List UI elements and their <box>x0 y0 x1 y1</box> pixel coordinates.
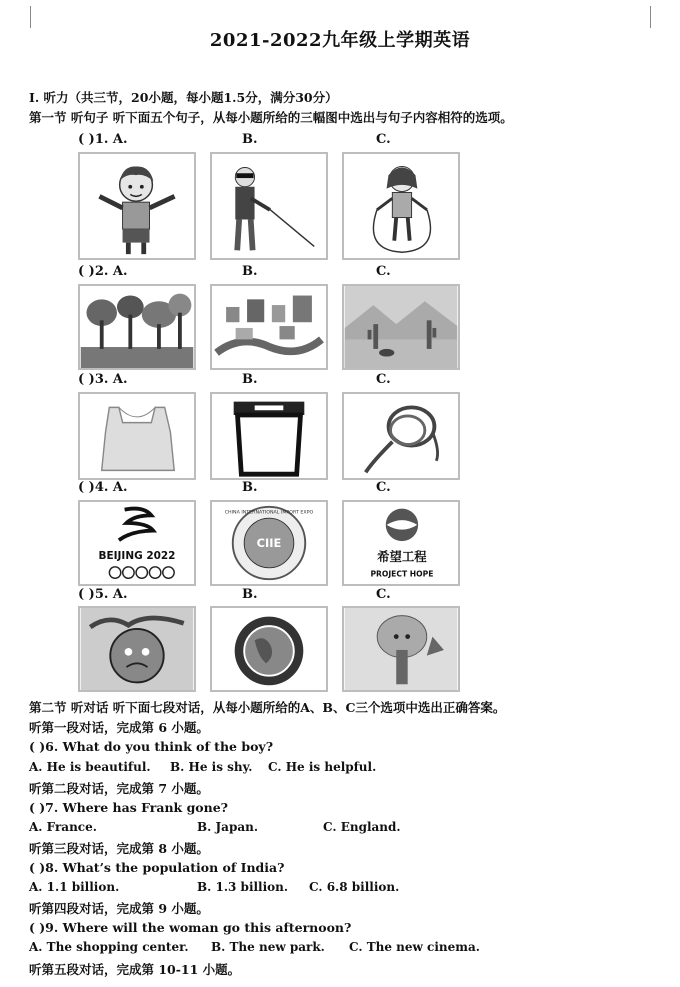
q1-picture-a-boy <box>78 152 196 260</box>
q3-picture-b-trash-bin <box>210 392 328 480</box>
part1-heading: Ⅰ. 听力（共三节，20小题，每小题1.5分，满分30分） <box>29 90 338 105</box>
question-9-option-a: A. The shopping center. <box>29 940 189 954</box>
question-1-label: ( )1. A. <box>78 132 128 147</box>
dialogue-5-intro: 听第五段对话，完成第 10-11 小题。 <box>29 962 241 977</box>
q5-picture-b-earth-crowd <box>210 606 328 692</box>
section1-heading: 第一节 听句子 听下面五个句子，从每小题所给的三幅图中选出与句子内容相符的选项。 <box>29 110 513 125</box>
question-2-option-b: B. <box>242 264 258 279</box>
question-2-label: ( )2. A. <box>78 264 128 279</box>
question-8-option-c: C. 6.8 billion. <box>309 880 400 894</box>
q4-picture-c-project-hope-logo <box>342 500 460 586</box>
dialogue-3-intro: 听第三段对话，完成第 8 小题。 <box>29 841 209 856</box>
q5-picture-c-sad-tree <box>342 606 460 692</box>
question-7-text: ( )7. Where has Frank gone? <box>29 800 229 815</box>
q2-picture-b-town <box>210 284 328 370</box>
question-8-option-a: A. 1.1 billion. <box>29 880 120 894</box>
q4-picture-a-beijing-2022-logo <box>78 500 196 586</box>
question-3-option-c: C. <box>376 372 391 387</box>
beijing-logo-text: BEIJING 2022 <box>98 550 176 563</box>
question-2-option-c: C. <box>376 264 391 279</box>
question-3-label: ( )3. A. <box>78 372 128 387</box>
question-7-option-b: B. Japan. <box>197 820 259 834</box>
q2-picture-c-desert <box>342 284 460 370</box>
q3-picture-a-plastic-bag <box>78 392 196 480</box>
q5-picture-a-polluted-earth <box>78 606 196 692</box>
question-4-label: ( )4. A. <box>78 480 128 495</box>
question-5-label: ( )5. A. <box>78 587 128 602</box>
q1-picture-b-blind-man <box>210 152 328 260</box>
question-6-text: ( )6. What do you think of the boy? <box>29 739 274 754</box>
question-5-option-b: B. <box>242 587 258 602</box>
question-4-option-b: B. <box>242 480 258 495</box>
question-8-text: ( )8. What’s the population of India? <box>29 860 285 875</box>
q1-picture-c-girl-jump-rope <box>342 152 460 260</box>
ciie-ring-text: CHINA INTERNATIONAL IMPORT EXPO <box>224 510 314 516</box>
question-3-option-b: B. <box>242 372 258 387</box>
question-5-option-c: C. <box>376 587 391 602</box>
question-4-option-c: C. <box>376 480 391 495</box>
question-1-option-c: C. <box>376 132 391 147</box>
q4-picture-b-ciie-logo <box>210 500 328 586</box>
question-6-option-b: B. He is shy. <box>170 760 253 774</box>
question-6-option-a: A. He is beautiful. <box>29 760 151 774</box>
hope-logo-text: PROJECT HOPE <box>370 569 434 579</box>
question-9-option-c: C. The new cinema. <box>349 940 480 954</box>
page-title: 2021-2022九年级上学期英语 <box>209 30 471 51</box>
question-9-text: ( )9. Where will the woman go this afternoon? <box>29 920 352 935</box>
question-7-option-a: A. France. <box>29 820 97 834</box>
hope-logo-cn-text: 希望工程 <box>377 549 427 565</box>
ciie-logo-text: CIIE <box>256 535 282 550</box>
page-corner-mark-right <box>650 6 651 28</box>
question-1-option-b: B. <box>242 132 258 147</box>
dialogue-4-intro: 听第四段对话，完成第 9 小题。 <box>29 901 209 916</box>
dialogue-2-intro: 听第二段对话，完成第 7 小题。 <box>29 781 209 796</box>
section2-heading: 第二节 听对话 听下面七段对话，从每小题所给的A、B、C三个选项中选出正确答案。 <box>29 700 506 715</box>
page-corner-mark-left <box>30 6 31 28</box>
dialogue-1-intro: 听第一段对话，完成第 6 小题。 <box>29 720 209 735</box>
question-9-option-b: B. The new park. <box>211 940 325 954</box>
question-6-option-c: C. He is helpful. <box>268 760 377 774</box>
q3-picture-c-rope <box>342 392 460 480</box>
q2-picture-a-forest <box>78 284 196 370</box>
question-7-option-c: C. England. <box>323 820 401 834</box>
question-8-option-b: B. 1.3 billion. <box>197 880 289 894</box>
